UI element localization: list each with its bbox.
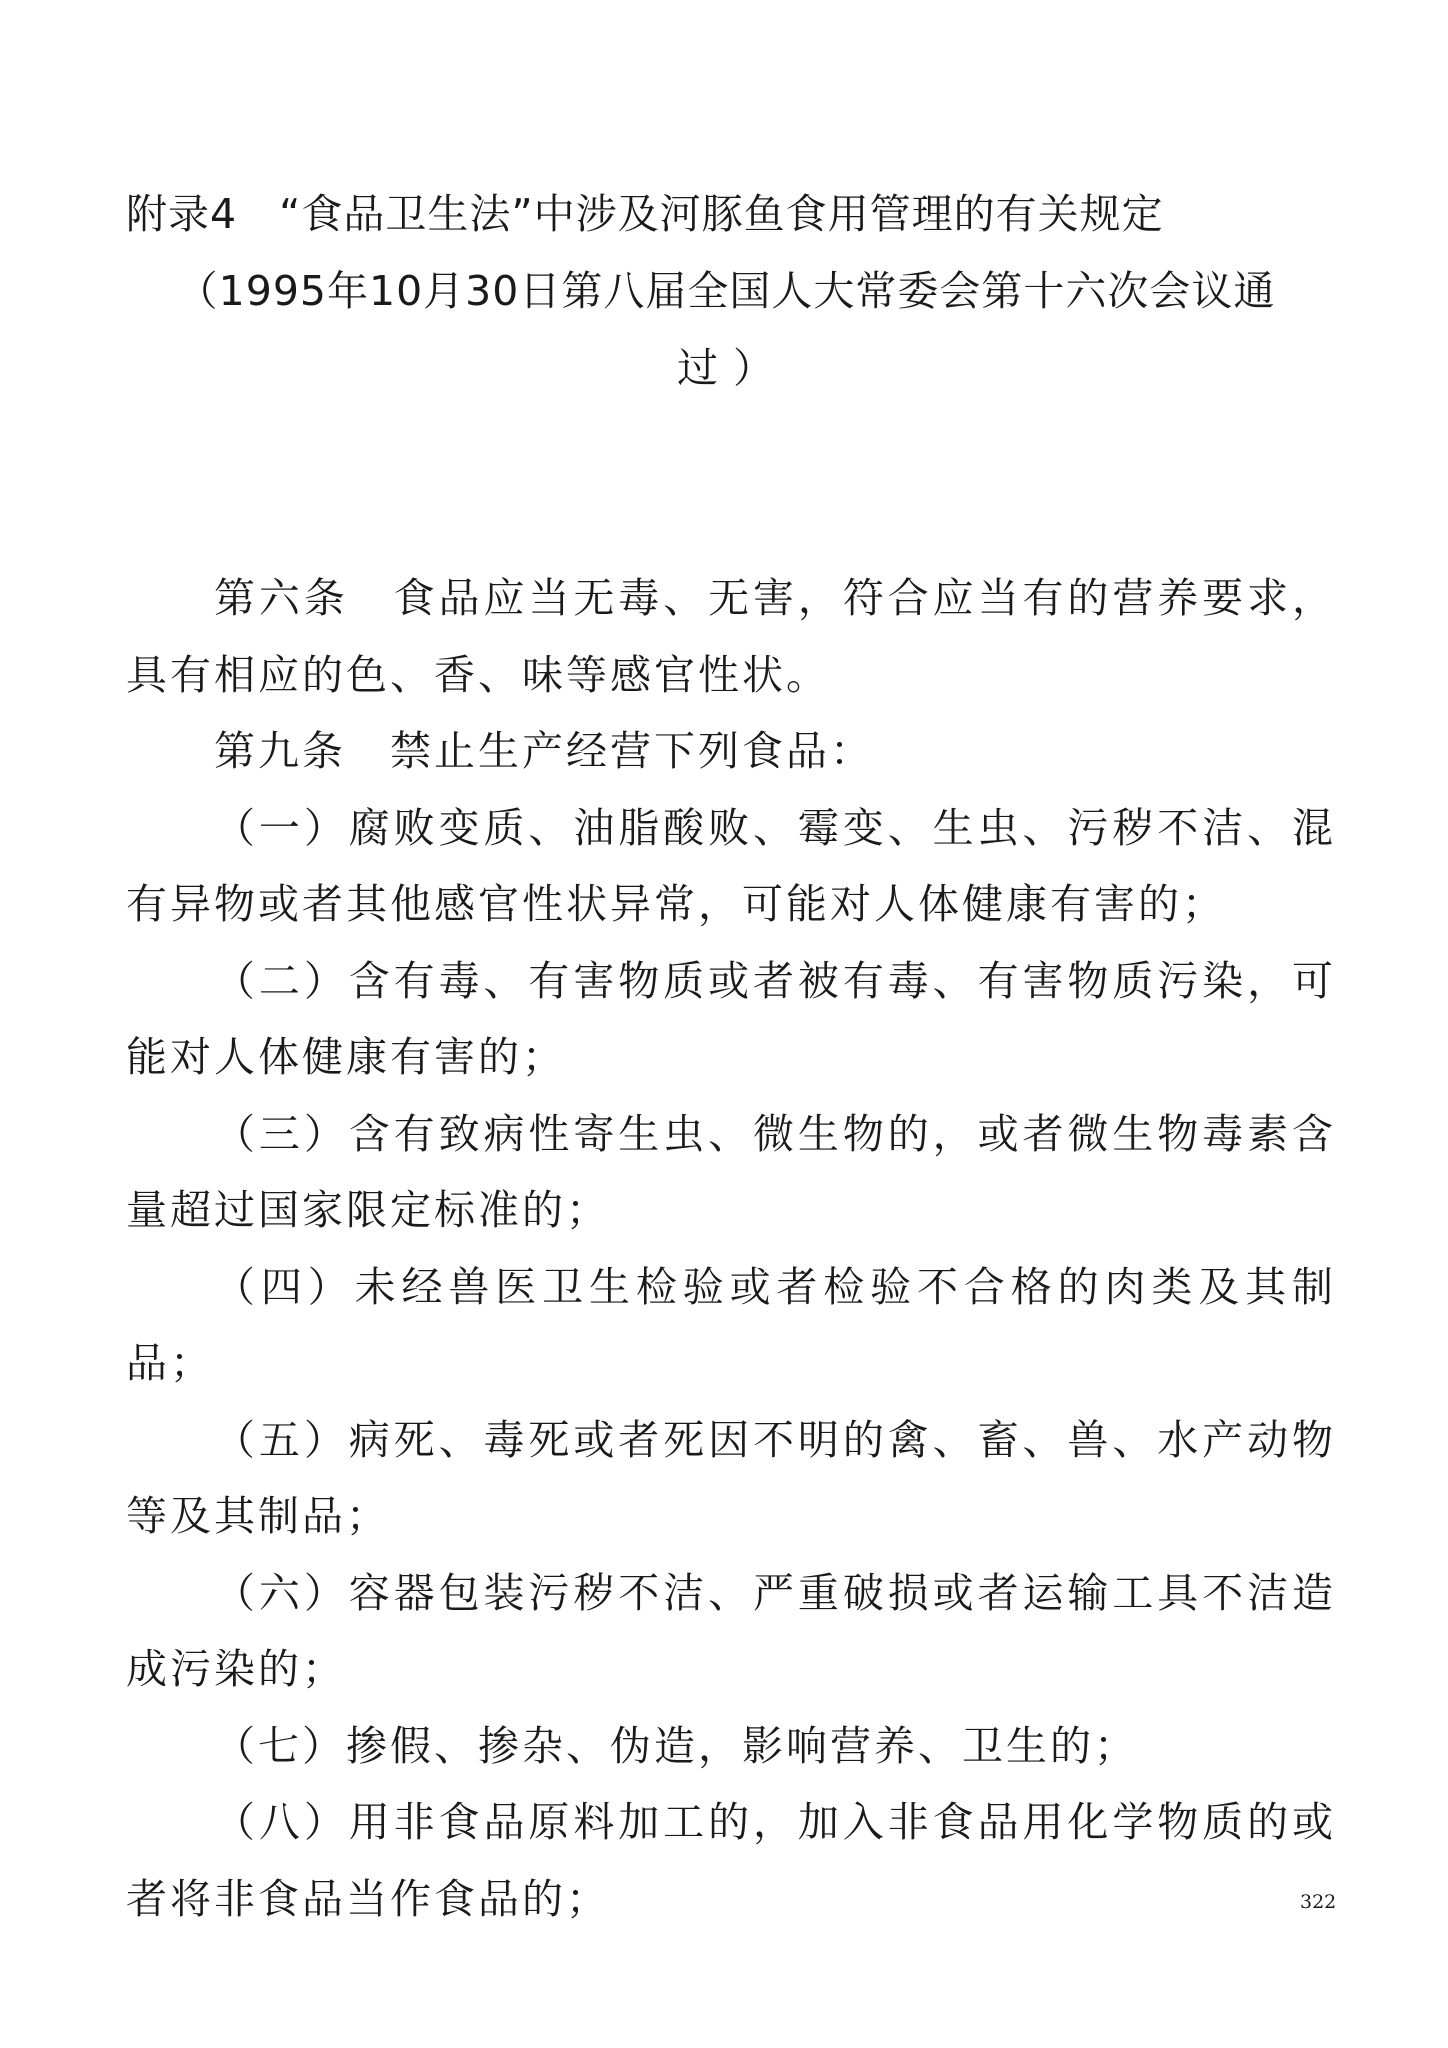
page-number: 322 [1300, 1891, 1337, 1913]
subtitle-line-2: 过 ） [676, 344, 776, 392]
article-6-paragraph: 第六条 食品应当无毒、无害，符合应当有的营养要求，具有相应的色、香、味等感官性状。 [126, 574, 1336, 699]
item-7-paragraph: （七）掺假、掺杂、伪造，影响营养、卫生的； [214, 1721, 1138, 1770]
subtitle-line-1: （1995年10月30日第八届全国人大常委会第十六次会议通 [176, 267, 1276, 315]
item-1-paragraph: （一）腐败变质、油脂酸败、霉变、生虫、污秽不洁、混有异物或者其他感官性状异常，可能对人体健康有害的； [126, 803, 1336, 928]
body-text [126, 560, 1336, 1937]
item-3-paragraph: （三）含有致病性寄生虫、微生物的，或者微生物毒素含量超过国家限定标准的； [126, 1109, 1336, 1234]
item-5-paragraph: （五）病死、毒死或者死因不明的禽、畜、兽、水产动物等及其制品； [126, 1415, 1336, 1540]
item-6-paragraph: （六）容器包装污秽不洁、严重破损或者运输工具不洁造成污染的； [126, 1568, 1336, 1693]
item-4-paragraph: （四）未经兽医卫生检验或者检验不合格的肉类及其制品； [126, 1262, 1336, 1387]
item-8-paragraph: （八）用非食品原料加工的，加入非食品用化学物质的或者将非食品当作食品的； [126, 1798, 1336, 1923]
appendix-title: 附录4 “食品卫生法”中涉及河豚鱼食用管理的有关规定 [126, 190, 1164, 238]
article-9-paragraph: 第九条 禁止生产经营下列食品： [214, 727, 874, 775]
item-2-paragraph: （二）含有毒、有害物质或者被有毒、有害物质污染，可能对人体健康有害的； [126, 956, 1336, 1081]
